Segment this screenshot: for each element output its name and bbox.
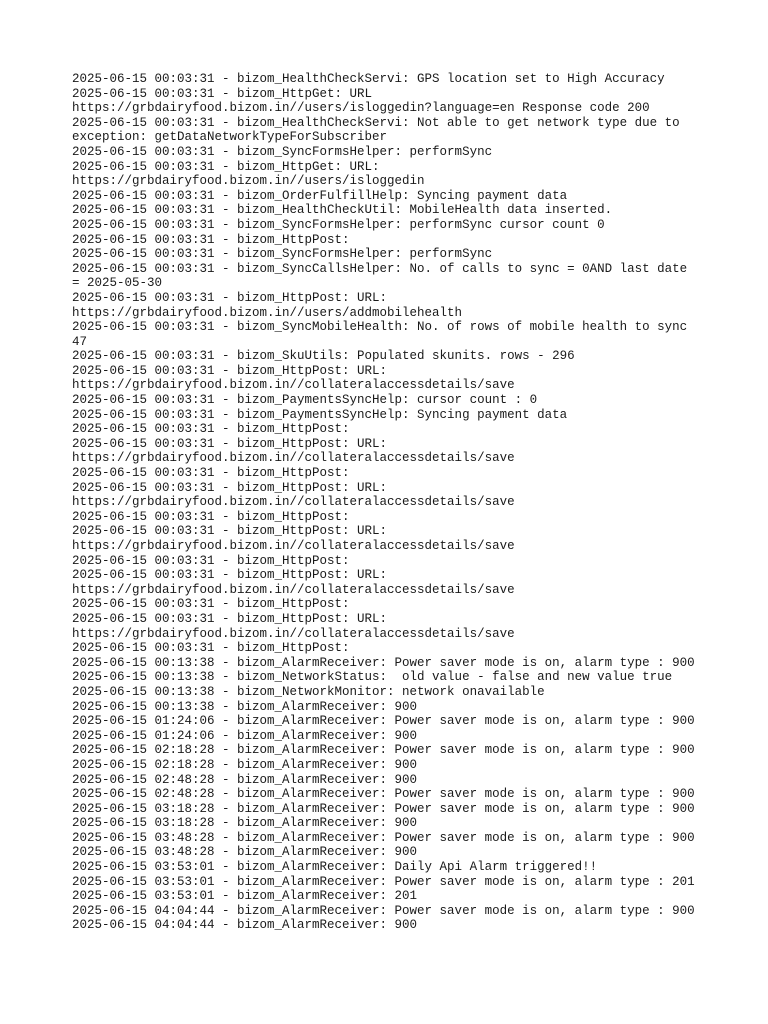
log-line: 2025-06-15 00:13:38 - bizom_NetworkStatus: old value - false and new value true — [72, 670, 673, 685]
log-line: 2025-06-15 00:03:31 - bizom_HttpPost: — [72, 509, 350, 524]
log-line: 2025-06-15 00:03:31 - bizom_HttpPost: URL: — [72, 480, 388, 495]
log-line: 2025-06-15 00:03:31 - bizom_HttpPost: URL: — [72, 568, 388, 583]
log-line: 2025-06-15 03:48:28 - bizom_AlarmReceiver: 900 — [72, 845, 418, 860]
log-line: 2025-06-15 00:03:31 - bizom_HttpPost: — [72, 641, 350, 656]
log-line: 2025-06-15 02:18:28 - bizom_AlarmReceiver: 900 — [72, 757, 418, 772]
log-line: 2025-06-15 01:24:06 - bizom_AlarmReceiver: 900 — [72, 728, 418, 743]
log-line: 2025-06-15 00:03:31 - bizom_HttpPost: — [72, 553, 350, 568]
log-line: 2025-06-15 02:48:28 - bizom_AlarmReceiver: 900 — [72, 772, 418, 787]
log-line: 2025-06-15 03:48:28 - bizom_AlarmReceiver: Power saver mode is on, alarm type : 900 — [72, 830, 695, 845]
log-line: https://grbdairyfood.bizom.in//collateralaccessdetails/save — [72, 451, 515, 466]
log-line: https://grbdairyfood.bizom.in//collateralaccessdetails/save — [72, 539, 515, 553]
log-line: = 2025-05-30 — [72, 276, 163, 291]
log-line: https://grbdairyfood.bizom.in//collateralaccessdetails/save — [72, 582, 515, 597]
log-line: 2025-06-15 00:13:38 - bizom_AlarmReceiver: Power saver mode is on, alarm type : 900 — [72, 655, 695, 670]
log-line: 2025-06-15 03:53:01 - bizom_AlarmReceiver: 201 — [72, 889, 418, 904]
log-line: 2025-06-15 03:18:28 - bizom_AlarmReceiver: Power saver mode is on, alarm type : 900 — [72, 801, 695, 816]
log-line: 2025-06-15 00:03:31 - bizom_PaymentsSyncHelp: Syncing payment data — [72, 407, 568, 422]
log-line: 2025-06-15 00:13:38 - bizom_AlarmReceiver: 900 — [72, 699, 418, 714]
log-line: 2025-06-15 03:53:01 - bizom_AlarmReceiver: Daily Api Alarm triggered!! — [72, 860, 598, 875]
log-line: 2025-06-15 04:04:44 - bizom_AlarmReceiver: 900 — [72, 918, 418, 933]
log-line: https://grbdairyfood.bizom.in//collateralaccessdetails/save — [72, 378, 515, 393]
log-line: 2025-06-15 00:03:31 - bizom_SyncFormsHelper: performSync — [72, 144, 493, 159]
log-line: https://grbdairyfood.bizom.in//users/isloggedin?language=en Response code 200 — [72, 101, 650, 116]
log-line: 2025-06-15 00:03:31 - bizom_OrderFulfillHelp: Syncing payment data — [72, 188, 568, 203]
log-line: 47 — [72, 334, 88, 349]
log-line: 2025-06-15 00:03:31 - bizom_HttpGet: URL: — [72, 159, 380, 174]
log-line: 2025-06-15 00:13:38 - bizom_NetworkMonitor: network onavailable — [72, 684, 545, 699]
log-line: exception: getDataNetworkTypeForSubscriber — [72, 130, 388, 145]
log-line: 2025-06-15 00:03:31 - bizom_HttpPost: — [72, 597, 350, 612]
log-line: 2025-06-15 01:24:06 - bizom_AlarmReceiver: Power saver mode is on, alarm type : 900 — [72, 714, 695, 729]
log-line: 2025-06-15 00:03:31 - bizom_HttpPost: — [72, 232, 350, 247]
log-line: 2025-06-15 00:03:31 - bizom_HealthCheckServi: Not able to get network type due to — [72, 115, 680, 130]
log-line: 2025-06-15 00:03:31 - bizom_SyncFormsHelper: performSync — [72, 247, 493, 262]
log-line: 2025-06-15 00:03:31 - bizom_SkuUtils: Populated skunits. rows - 296 — [72, 349, 575, 364]
log-line: 2025-06-15 00:03:31 - bizom_HttpPost: URL: — [72, 290, 388, 305]
log-line: https://grbdairyfood.bizom.in//collateralaccessdetails/save — [72, 495, 515, 510]
log-line: 2025-06-15 00:03:31 - bizom_HealthCheckUtil: MobileHealth data inserted. — [72, 203, 613, 218]
log-line: 2025-06-15 00:03:31 - bizom_PaymentsSyncHelp: cursor count : 0 — [72, 393, 538, 408]
log-line: 2025-06-15 00:03:31 - bizom_HealthCheckServi: GPS location set to High Accuracy — [72, 72, 665, 86]
log-line: 2025-06-15 03:53:01 - bizom_AlarmReceiver: Power saver mode is on, alarm type : 201 — [72, 874, 695, 889]
log-line: https://grbdairyfood.bizom.in//collateralaccessdetails/save — [72, 626, 515, 641]
log-line: 2025-06-15 00:03:31 - bizom_HttpPost: URL: — [72, 524, 388, 539]
log-line: https://grbdairyfood.bizom.in//users/addmobilehealth — [72, 305, 463, 320]
log-line: 2025-06-15 00:03:31 - bizom_HttpPost: — [72, 422, 350, 437]
log-document — [72, 72, 712, 933]
log-line: 2025-06-15 00:03:31 - bizom_HttpGet: URL — [72, 86, 373, 101]
log-line: 2025-06-15 02:48:28 - bizom_AlarmReceiver: Power saver mode is on, alarm type : 900 — [72, 787, 695, 802]
log-line: 2025-06-15 00:03:31 - bizom_HttpPost: URL: — [72, 611, 388, 626]
log-line: 2025-06-15 00:03:31 - bizom_SyncFormsHelper: performSync cursor count 0 — [72, 217, 605, 232]
log-line: 2025-06-15 00:03:31 - bizom_HttpPost: URL: — [72, 363, 388, 378]
log-line: 2025-06-15 02:18:28 - bizom_AlarmReceiver: Power saver mode is on, alarm type : 900 — [72, 743, 695, 758]
log-line: 2025-06-15 00:03:31 - bizom_SyncCallsHelper: No. of calls to sync = 0AND last date — [72, 261, 688, 276]
log-line: https://grbdairyfood.bizom.in//users/isloggedin — [72, 174, 425, 189]
log-line: 2025-06-15 00:03:31 - bizom_SyncMobileHealth: No. of rows of mobile health to sync — [72, 320, 688, 335]
log-line: 2025-06-15 00:03:31 - bizom_HttpPost: URL: — [72, 436, 388, 451]
log-line: 2025-06-15 04:04:44 - bizom_AlarmReceiver: Power saver mode is on, alarm type : 900 — [72, 903, 695, 918]
log-line: 2025-06-15 00:03:31 - bizom_HttpPost: — [72, 466, 350, 481]
log-line: 2025-06-15 03:18:28 - bizom_AlarmReceiver: 900 — [72, 816, 418, 831]
